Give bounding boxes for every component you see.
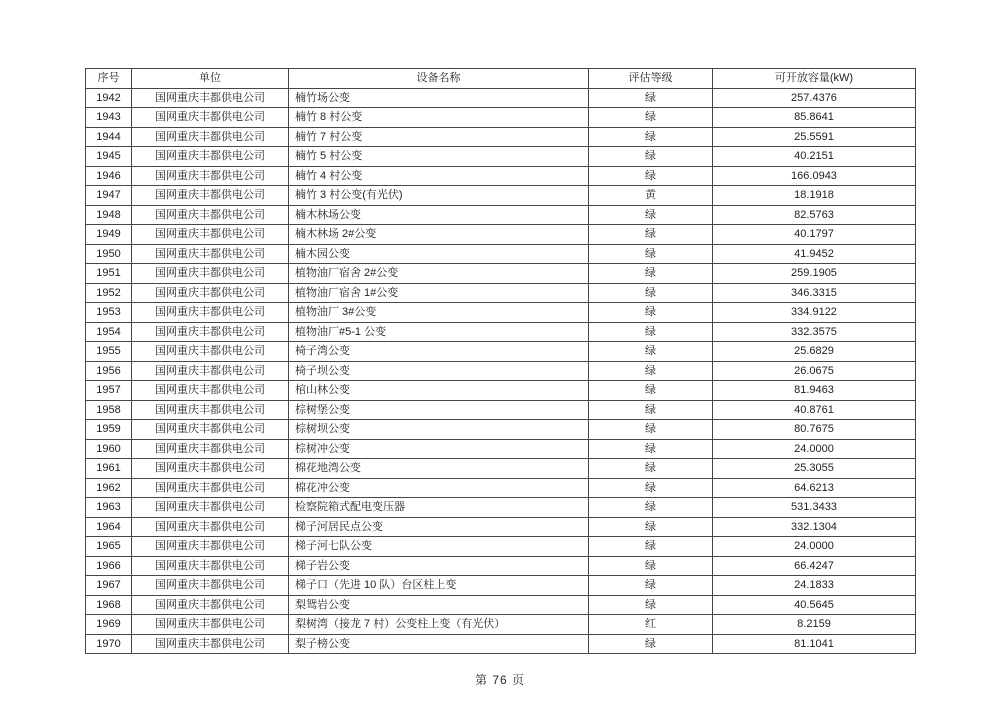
cell-serial: 1960 — [86, 439, 132, 459]
cell-serial: 1947 — [86, 186, 132, 206]
cell-grade: 绿 — [589, 439, 713, 459]
cell-capacity: 41.9452 — [713, 244, 916, 264]
capacity-table — [85, 68, 916, 654]
cell-serial: 1953 — [86, 303, 132, 323]
cell-device-name: 楠竹 4 村公变 — [289, 166, 589, 186]
cell-capacity: 26.0675 — [713, 361, 916, 381]
table-row — [86, 283, 916, 303]
cell-serial: 1952 — [86, 283, 132, 303]
cell-device-name: 检察院箱式配电变压器 — [289, 498, 589, 518]
cell-grade: 绿 — [589, 556, 713, 576]
cell-serial: 1969 — [86, 615, 132, 635]
table-row — [86, 322, 916, 342]
cell-grade: 绿 — [589, 517, 713, 537]
cell-grade: 绿 — [589, 400, 713, 420]
cell-unit: 国网重庆丰都供电公司 — [132, 537, 289, 557]
cell-serial: 1944 — [86, 127, 132, 147]
cell-unit: 国网重庆丰都供电公司 — [132, 225, 289, 245]
cell-grade: 黄 — [589, 186, 713, 206]
table-row — [86, 303, 916, 323]
cell-serial: 1967 — [86, 576, 132, 596]
table-row — [86, 361, 916, 381]
cell-unit: 国网重庆丰都供电公司 — [132, 615, 289, 635]
cell-grade: 绿 — [589, 498, 713, 518]
cell-serial: 1946 — [86, 166, 132, 186]
cell-serial: 1943 — [86, 108, 132, 128]
cell-device-name: 楠竹场公变 — [289, 88, 589, 108]
cell-unit: 国网重庆丰都供电公司 — [132, 127, 289, 147]
cell-capacity: 257.4376 — [713, 88, 916, 108]
cell-capacity: 8.2159 — [713, 615, 916, 635]
cell-unit: 国网重庆丰都供电公司 — [132, 478, 289, 498]
cell-grade: 绿 — [589, 595, 713, 615]
cell-unit: 国网重庆丰都供电公司 — [132, 264, 289, 284]
cell-device-name: 植物油厂 3#公变 — [289, 303, 589, 323]
cell-unit: 国网重庆丰都供电公司 — [132, 147, 289, 167]
table-row — [86, 478, 916, 498]
cell-device-name: 椅子坝公变 — [289, 361, 589, 381]
cell-device-name: 植物油厂#5-1 公变 — [289, 322, 589, 342]
table-row — [86, 244, 916, 264]
cell-device-name: 梯子河七队公变 — [289, 537, 589, 557]
cell-device-name: 梨子榜公变 — [289, 634, 589, 654]
cell-capacity: 24.1833 — [713, 576, 916, 596]
cell-device-name: 棺山林公变 — [289, 381, 589, 401]
cell-device-name: 楠木林场公变 — [289, 205, 589, 225]
cell-unit: 国网重庆丰都供电公司 — [132, 634, 289, 654]
cell-unit: 国网重庆丰都供电公司 — [132, 283, 289, 303]
cell-device-name: 棕树坝公变 — [289, 420, 589, 440]
cell-device-name: 棕树冲公变 — [289, 439, 589, 459]
cell-capacity: 18.1918 — [713, 186, 916, 206]
cell-grade: 绿 — [589, 459, 713, 479]
table-row — [86, 634, 916, 654]
cell-capacity: 80.7675 — [713, 420, 916, 440]
cell-serial: 1942 — [86, 88, 132, 108]
cell-serial: 1963 — [86, 498, 132, 518]
cell-grade: 绿 — [589, 264, 713, 284]
cell-device-name: 楠竹 8 村公变 — [289, 108, 589, 128]
cell-grade: 绿 — [589, 634, 713, 654]
cell-serial: 1968 — [86, 595, 132, 615]
cell-unit: 国网重庆丰都供电公司 — [132, 459, 289, 479]
cell-device-name: 梨树湾（接龙 7 村）公变柱上变（有光伏） — [289, 615, 589, 635]
cell-capacity: 85.8641 — [713, 108, 916, 128]
cell-grade: 绿 — [589, 303, 713, 323]
table-row — [86, 342, 916, 362]
cell-device-name: 楠竹 5 村公变 — [289, 147, 589, 167]
cell-serial: 1964 — [86, 517, 132, 537]
cell-serial: 1956 — [86, 361, 132, 381]
table-row — [86, 537, 916, 557]
cell-device-name: 梯子口（先进 10 队）台区柱上变 — [289, 576, 589, 596]
cell-serial: 1965 — [86, 537, 132, 557]
table-row — [86, 420, 916, 440]
cell-grade: 绿 — [589, 108, 713, 128]
cell-serial: 1945 — [86, 147, 132, 167]
cell-device-name: 楠木林场 2#公变 — [289, 225, 589, 245]
cell-serial: 1958 — [86, 400, 132, 420]
cell-unit: 国网重庆丰都供电公司 — [132, 576, 289, 596]
cell-unit: 国网重庆丰都供电公司 — [132, 205, 289, 225]
table-row — [86, 88, 916, 108]
cell-capacity: 332.3575 — [713, 322, 916, 342]
cell-capacity: 25.5591 — [713, 127, 916, 147]
cell-device-name: 楠木园公变 — [289, 244, 589, 264]
cell-serial: 1948 — [86, 205, 132, 225]
table-row — [86, 225, 916, 245]
cell-unit: 国网重庆丰都供电公司 — [132, 108, 289, 128]
cell-grade: 绿 — [589, 420, 713, 440]
table-row — [86, 166, 916, 186]
cell-capacity: 40.1797 — [713, 225, 916, 245]
cell-device-name: 植物油厂宿舍 1#公变 — [289, 283, 589, 303]
cell-grade: 绿 — [589, 537, 713, 557]
cell-capacity: 24.0000 — [713, 537, 916, 557]
cell-capacity: 25.3055 — [713, 459, 916, 479]
cell-device-name: 梯子河居民点公变 — [289, 517, 589, 537]
cell-capacity: 334.9122 — [713, 303, 916, 323]
cell-unit: 国网重庆丰都供电公司 — [132, 166, 289, 186]
cell-unit: 国网重庆丰都供电公司 — [132, 400, 289, 420]
table-row — [86, 439, 916, 459]
cell-unit: 国网重庆丰都供电公司 — [132, 244, 289, 264]
cell-capacity: 25.6829 — [713, 342, 916, 362]
cell-serial: 1954 — [86, 322, 132, 342]
cell-grade: 绿 — [589, 147, 713, 167]
table-row — [86, 576, 916, 596]
cell-serial: 1955 — [86, 342, 132, 362]
table-row — [86, 517, 916, 537]
cell-grade: 绿 — [589, 342, 713, 362]
cell-unit: 国网重庆丰都供电公司 — [132, 88, 289, 108]
cell-unit: 国网重庆丰都供电公司 — [132, 420, 289, 440]
cell-unit: 国网重庆丰都供电公司 — [132, 322, 289, 342]
cell-grade: 绿 — [589, 205, 713, 225]
cell-serial: 1949 — [86, 225, 132, 245]
cell-capacity: 40.5645 — [713, 595, 916, 615]
cell-capacity: 82.5763 — [713, 205, 916, 225]
cell-capacity: 531.3433 — [713, 498, 916, 518]
cell-unit: 国网重庆丰都供电公司 — [132, 439, 289, 459]
cell-device-name: 楠竹 3 村公变(有光伏) — [289, 186, 589, 206]
cell-grade: 绿 — [589, 576, 713, 596]
header-capacity: 可开放容量(kW) — [713, 69, 916, 89]
page-number: 第 76 页 — [474, 673, 526, 687]
cell-grade: 绿 — [589, 166, 713, 186]
table-row — [86, 595, 916, 615]
table-row — [86, 186, 916, 206]
cell-grade: 红 — [589, 615, 713, 635]
cell-unit: 国网重庆丰都供电公司 — [132, 595, 289, 615]
cell-device-name: 梯子岩公变 — [289, 556, 589, 576]
cell-serial: 1951 — [86, 264, 132, 284]
header-serial: 序号 — [86, 69, 132, 89]
header-row — [86, 69, 916, 89]
table-row — [86, 615, 916, 635]
cell-serial: 1959 — [86, 420, 132, 440]
cell-capacity: 24.0000 — [713, 439, 916, 459]
cell-unit: 国网重庆丰都供电公司 — [132, 498, 289, 518]
cell-unit: 国网重庆丰都供电公司 — [132, 186, 289, 206]
cell-serial: 1966 — [86, 556, 132, 576]
table-row — [86, 264, 916, 284]
table-row — [86, 108, 916, 128]
cell-capacity: 40.2151 — [713, 147, 916, 167]
cell-device-name: 楠竹 7 村公变 — [289, 127, 589, 147]
header-grade: 评估等级 — [589, 69, 713, 89]
cell-grade: 绿 — [589, 225, 713, 245]
table-row — [86, 147, 916, 167]
cell-grade: 绿 — [589, 88, 713, 108]
header-device: 设备名称 — [289, 69, 589, 89]
cell-unit: 国网重庆丰都供电公司 — [132, 556, 289, 576]
table-body — [86, 88, 916, 654]
table-row — [86, 498, 916, 518]
cell-device-name: 椅子湾公变 — [289, 342, 589, 362]
header-unit: 单位 — [132, 69, 289, 89]
cell-unit: 国网重庆丰都供电公司 — [132, 517, 289, 537]
table-header — [86, 69, 916, 89]
cell-serial: 1950 — [86, 244, 132, 264]
cell-unit: 国网重庆丰都供电公司 — [132, 303, 289, 323]
table-row — [86, 400, 916, 420]
table-row — [86, 127, 916, 147]
cell-capacity: 81.9463 — [713, 381, 916, 401]
cell-grade: 绿 — [589, 283, 713, 303]
cell-unit: 国网重庆丰都供电公司 — [132, 381, 289, 401]
cell-grade: 绿 — [589, 244, 713, 264]
cell-grade: 绿 — [589, 361, 713, 381]
cell-capacity: 40.8761 — [713, 400, 916, 420]
cell-device-name: 棉花地湾公变 — [289, 459, 589, 479]
cell-capacity: 81.1041 — [713, 634, 916, 654]
cell-capacity: 166.0943 — [713, 166, 916, 186]
cell-grade: 绿 — [589, 478, 713, 498]
table-row — [86, 381, 916, 401]
table-row — [86, 205, 916, 225]
cell-capacity: 346.3315 — [713, 283, 916, 303]
cell-capacity: 259.1905 — [713, 264, 916, 284]
cell-serial: 1961 — [86, 459, 132, 479]
cell-grade: 绿 — [589, 322, 713, 342]
cell-device-name: 棉花冲公变 — [289, 478, 589, 498]
cell-serial: 1957 — [86, 381, 132, 401]
cell-device-name: 植物油厂宿舍 2#公变 — [289, 264, 589, 284]
cell-unit: 国网重庆丰都供电公司 — [132, 361, 289, 381]
cell-serial: 1962 — [86, 478, 132, 498]
cell-grade: 绿 — [589, 381, 713, 401]
cell-capacity: 64.6213 — [713, 478, 916, 498]
table-row — [86, 556, 916, 576]
cell-serial: 1970 — [86, 634, 132, 654]
table-row — [86, 459, 916, 479]
cell-device-name: 梨鸳岩公变 — [289, 595, 589, 615]
cell-grade: 绿 — [589, 127, 713, 147]
cell-unit: 国网重庆丰都供电公司 — [132, 342, 289, 362]
cell-capacity: 66.4247 — [713, 556, 916, 576]
cell-capacity: 332.1304 — [713, 517, 916, 537]
cell-device-name: 棕树堡公变 — [289, 400, 589, 420]
